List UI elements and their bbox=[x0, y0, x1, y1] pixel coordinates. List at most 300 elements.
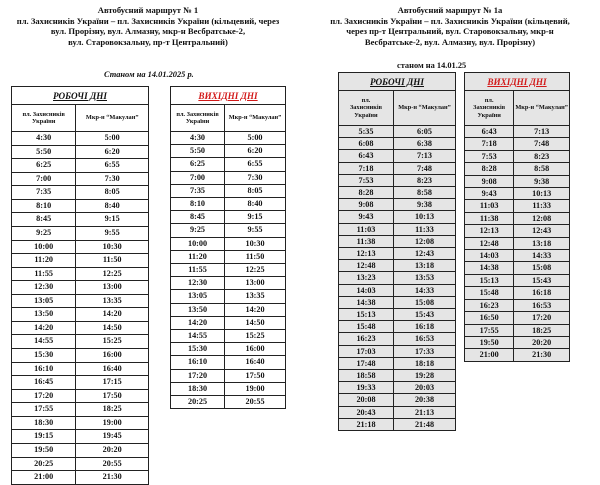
table-row bbox=[465, 150, 570, 162]
table-row bbox=[465, 262, 570, 274]
arrival-time-cell: 14:20 bbox=[76, 308, 149, 322]
table-row bbox=[12, 199, 149, 213]
table-row bbox=[339, 187, 456, 199]
table-row bbox=[339, 174, 456, 186]
table-row bbox=[171, 264, 286, 277]
arrival-time-cell: 9:38 bbox=[514, 175, 570, 187]
departure-time-cell: 6:43 bbox=[339, 150, 394, 162]
table-row bbox=[12, 159, 149, 173]
departure-time-cell: 11:38 bbox=[465, 212, 514, 224]
arrival-time-cell: 18:25 bbox=[514, 324, 570, 336]
table-row bbox=[465, 212, 570, 224]
arrival-time-cell: 15:08 bbox=[514, 262, 570, 274]
departure-time-cell: 13:05 bbox=[12, 294, 76, 308]
column-header-stop bbox=[171, 105, 225, 132]
arrival-time-cell: 12:25 bbox=[225, 264, 286, 277]
arrival-time-cell: 16:40 bbox=[76, 362, 149, 376]
arrival-time-cell: 5:00 bbox=[225, 132, 286, 145]
departure-time-cell: 21:18 bbox=[339, 418, 394, 430]
table-row bbox=[12, 145, 149, 159]
route2-title: Автобусний маршрут № 1а bbox=[397, 5, 503, 15]
arrival-time-cell: 16:00 bbox=[76, 349, 149, 363]
departure-time-cell: 8:10 bbox=[171, 198, 225, 211]
table-row bbox=[171, 343, 286, 356]
departure-time-cell: 15:48 bbox=[339, 321, 394, 333]
departure-time-cell: 8:45 bbox=[12, 213, 76, 227]
arrival-time-cell: 15:08 bbox=[393, 296, 455, 308]
arrival-time-cell: 20:20 bbox=[514, 336, 570, 348]
departure-time-cell: 9:25 bbox=[171, 224, 225, 237]
departure-time-cell: 10:00 bbox=[12, 240, 76, 254]
table-row bbox=[12, 308, 149, 322]
table-row bbox=[339, 357, 456, 369]
table-row bbox=[12, 240, 149, 254]
departure-time-cell: 21:00 bbox=[465, 349, 514, 361]
departure-time-cell: 19:50 bbox=[465, 336, 514, 348]
table-row bbox=[12, 443, 149, 457]
arrival-time-cell: 19:28 bbox=[393, 370, 455, 382]
arrival-time-cell: 15:25 bbox=[225, 330, 286, 343]
departure-time-cell: 12:30 bbox=[171, 277, 225, 290]
arrival-time-cell: 21:30 bbox=[514, 349, 570, 361]
arrival-time-cell: 17:33 bbox=[393, 345, 455, 357]
departure-time-cell: 14:38 bbox=[339, 296, 394, 308]
departure-time-cell: 11:20 bbox=[12, 254, 76, 268]
table-row bbox=[339, 260, 456, 272]
table-row bbox=[12, 254, 149, 268]
table-row bbox=[12, 335, 149, 349]
departure-time-cell: 8:10 bbox=[12, 199, 76, 213]
departure-time-cell: 19:33 bbox=[339, 382, 394, 394]
table-row bbox=[12, 281, 149, 295]
table-row bbox=[465, 200, 570, 212]
departure-time-cell: 12:13 bbox=[339, 248, 394, 260]
departure-time-cell: 9:43 bbox=[465, 188, 514, 200]
table-row bbox=[339, 284, 456, 296]
table-row bbox=[465, 237, 570, 249]
table-row bbox=[339, 345, 456, 357]
arrival-time-cell: 6:38 bbox=[393, 138, 455, 150]
column-header-destination: Мкр-н “Макулан” bbox=[393, 91, 455, 126]
column-header-line: пл. bbox=[484, 97, 494, 105]
arrival-time-cell: 8:40 bbox=[225, 198, 286, 211]
arrival-time-cell: 20:03 bbox=[393, 382, 455, 394]
departure-time-cell: 15:30 bbox=[171, 343, 225, 356]
column-header-line: пл. Захисників bbox=[176, 110, 219, 118]
arrival-time-cell: 14:50 bbox=[76, 321, 149, 335]
table-row bbox=[339, 150, 456, 162]
table-row bbox=[171, 369, 286, 382]
departure-time-cell: 14:55 bbox=[12, 335, 76, 349]
arrival-time-cell: 17:20 bbox=[514, 312, 570, 324]
departure-time-cell: 11:55 bbox=[12, 267, 76, 281]
departure-time-cell: 6:25 bbox=[171, 158, 225, 171]
departure-time-cell: 5:50 bbox=[171, 145, 225, 158]
table-row bbox=[339, 309, 456, 321]
departure-time-cell: 4:30 bbox=[12, 132, 76, 146]
table-row bbox=[465, 312, 570, 324]
table-row bbox=[339, 126, 456, 138]
arrival-time-cell: 21:13 bbox=[393, 406, 455, 418]
arrival-time-cell: 16:18 bbox=[514, 287, 570, 299]
arrival-time-cell: 10:30 bbox=[225, 237, 286, 250]
departure-time-cell: 17:55 bbox=[465, 324, 514, 336]
table-row bbox=[12, 376, 149, 390]
arrival-time-cell: 7:13 bbox=[514, 126, 570, 138]
route1-as-of: Станом на 14.01.2025 р. bbox=[104, 70, 194, 79]
departure-time-cell: 7:35 bbox=[171, 184, 225, 197]
route2-weekend-table bbox=[464, 72, 570, 362]
column-header-line: України bbox=[31, 118, 56, 125]
departure-time-cell: 12:13 bbox=[465, 225, 514, 237]
table-row bbox=[465, 250, 570, 262]
arrival-time-cell: 15:43 bbox=[393, 309, 455, 321]
departure-time-cell: 7:18 bbox=[339, 162, 394, 174]
table-row bbox=[465, 225, 570, 237]
table-row bbox=[12, 132, 149, 146]
arrival-time-cell: 17:15 bbox=[76, 376, 149, 390]
column-header-line: України bbox=[477, 111, 501, 119]
departure-time-cell: 6:25 bbox=[12, 159, 76, 173]
column-header-line: Захисників bbox=[349, 104, 383, 112]
arrival-time-cell: 6:55 bbox=[76, 159, 149, 173]
route1-title: Автобусний маршрут № 1 bbox=[97, 5, 199, 15]
arrival-time-cell: 20:55 bbox=[225, 396, 286, 409]
departure-time-cell: 8:28 bbox=[465, 163, 514, 175]
table-row bbox=[171, 356, 286, 369]
arrival-time-cell: 9:38 bbox=[393, 199, 455, 211]
departure-time-cell: 17:20 bbox=[12, 389, 76, 403]
table-row bbox=[171, 290, 286, 303]
departure-time-cell: 12:48 bbox=[339, 260, 394, 272]
arrival-time-cell: 10:30 bbox=[76, 240, 149, 254]
route2-header-line: Весбратське-2, вул. Алмазну, вул. Прорізну) bbox=[364, 36, 536, 47]
arrival-time-cell: 6:05 bbox=[393, 126, 455, 138]
departure-time-cell: 19:50 bbox=[12, 443, 76, 457]
departure-time-cell: 20:25 bbox=[12, 457, 76, 471]
table-row bbox=[12, 213, 149, 227]
departure-time-cell: 14:03 bbox=[339, 284, 394, 296]
table-row bbox=[12, 457, 149, 471]
arrival-time-cell: 13:00 bbox=[76, 281, 149, 295]
table-row bbox=[465, 188, 570, 200]
departure-time-cell: 8:28 bbox=[339, 187, 394, 199]
arrival-time-cell: 16:18 bbox=[393, 321, 455, 333]
table-row bbox=[465, 126, 570, 138]
arrival-time-cell: 19:45 bbox=[76, 430, 149, 444]
departure-time-cell: 20:25 bbox=[171, 396, 225, 409]
column-header-stop bbox=[339, 91, 394, 126]
arrival-time-cell: 7:48 bbox=[514, 138, 570, 150]
departure-time-cell: 7:00 bbox=[171, 171, 225, 184]
column-header-destination: Мкр-н “Макулан” bbox=[76, 105, 149, 132]
table-title: ВИХІДНІ ДНІ bbox=[171, 87, 286, 105]
departure-time-cell: 20:08 bbox=[339, 394, 394, 406]
arrival-time-cell: 21:30 bbox=[76, 471, 149, 485]
table-row bbox=[339, 296, 456, 308]
departure-time-cell: 16:23 bbox=[339, 333, 394, 345]
arrival-time-cell: 20:20 bbox=[76, 443, 149, 457]
column-header-stop bbox=[465, 91, 514, 126]
table-row bbox=[171, 237, 286, 250]
arrival-time-cell: 6:20 bbox=[225, 145, 286, 158]
table-row bbox=[171, 171, 286, 184]
departure-time-cell: 7:00 bbox=[12, 172, 76, 186]
table-row bbox=[465, 163, 570, 175]
arrival-time-cell: 8:23 bbox=[514, 150, 570, 162]
arrival-time-cell: 16:53 bbox=[393, 333, 455, 345]
departure-time-cell: 14:38 bbox=[465, 262, 514, 274]
table-row bbox=[12, 294, 149, 308]
arrival-time-cell: 21:48 bbox=[393, 418, 455, 430]
arrival-time-cell: 10:13 bbox=[514, 188, 570, 200]
table-row bbox=[171, 250, 286, 263]
departure-time-cell: 6:08 bbox=[339, 138, 394, 150]
table-row bbox=[339, 162, 456, 174]
arrival-time-cell: 20:38 bbox=[393, 394, 455, 406]
departure-time-cell: 13:05 bbox=[171, 290, 225, 303]
column-header-destination: Мкр-н “Макулан” bbox=[225, 105, 286, 132]
arrival-time-cell: 17:50 bbox=[76, 389, 149, 403]
arrival-time-cell: 7:30 bbox=[76, 172, 149, 186]
table-row bbox=[12, 403, 149, 417]
table-row bbox=[171, 224, 286, 237]
arrival-time-cell: 10:13 bbox=[393, 211, 455, 223]
arrival-time-cell: 18:18 bbox=[393, 357, 455, 369]
departure-time-cell: 11:03 bbox=[465, 200, 514, 212]
route2-header-line: пл. Захисників України – пл. Захисників України (кільцевий, bbox=[330, 15, 570, 26]
arrival-time-cell: 14:50 bbox=[225, 316, 286, 329]
column-header-line: України bbox=[185, 118, 210, 125]
arrival-time-cell: 8:23 bbox=[393, 174, 455, 186]
table-row bbox=[339, 418, 456, 430]
departure-time-cell: 7:53 bbox=[465, 150, 514, 162]
departure-time-cell: 18:58 bbox=[339, 370, 394, 382]
arrival-time-cell: 7:30 bbox=[225, 171, 286, 184]
table-row bbox=[171, 145, 286, 158]
arrival-time-cell: 16:53 bbox=[514, 299, 570, 311]
departure-time-cell: 13:50 bbox=[171, 303, 225, 316]
table-row bbox=[339, 321, 456, 333]
arrival-time-cell: 19:00 bbox=[76, 416, 149, 430]
table-row bbox=[465, 287, 570, 299]
route1-header-line: вул. Прорізну, вул. Алмазну, мкр-н Весбратське-2, bbox=[50, 26, 246, 37]
arrival-time-cell: 13:53 bbox=[393, 272, 455, 284]
departure-time-cell: 11:55 bbox=[171, 264, 225, 277]
arrival-time-cell: 11:50 bbox=[76, 254, 149, 268]
departure-time-cell: 15:13 bbox=[339, 309, 394, 321]
arrival-time-cell: 15:43 bbox=[514, 274, 570, 286]
table-row bbox=[339, 199, 456, 211]
table-title: ВИХІДНІ ДНІ bbox=[465, 73, 570, 91]
arrival-time-cell: 13:35 bbox=[76, 294, 149, 308]
arrival-time-cell: 8:58 bbox=[514, 163, 570, 175]
arrival-time-cell: 6:55 bbox=[225, 158, 286, 171]
arrival-time-cell: 12:08 bbox=[393, 235, 455, 247]
departure-time-cell: 12:48 bbox=[465, 237, 514, 249]
arrival-time-cell: 8:40 bbox=[76, 199, 149, 213]
table-row bbox=[12, 471, 149, 485]
arrival-time-cell: 12:43 bbox=[514, 225, 570, 237]
departure-time-cell: 14:20 bbox=[171, 316, 225, 329]
column-header-stop bbox=[12, 105, 76, 132]
departure-time-cell: 13:23 bbox=[339, 272, 394, 284]
table-row bbox=[339, 235, 456, 247]
departure-time-cell: 17:03 bbox=[339, 345, 394, 357]
departure-time-cell: 14:55 bbox=[171, 330, 225, 343]
departure-time-cell: 16:10 bbox=[12, 362, 76, 376]
table-row bbox=[171, 277, 286, 290]
departure-time-cell: 7:35 bbox=[12, 186, 76, 200]
arrival-time-cell: 11:50 bbox=[225, 250, 286, 263]
table-row bbox=[465, 336, 570, 348]
departure-time-cell: 8:45 bbox=[171, 211, 225, 224]
arrival-time-cell: 14:33 bbox=[514, 250, 570, 262]
arrival-time-cell: 19:00 bbox=[225, 382, 286, 395]
route1-weekend-table bbox=[170, 86, 286, 409]
arrival-time-cell: 12:25 bbox=[76, 267, 149, 281]
table-row bbox=[171, 396, 286, 409]
table-row bbox=[171, 303, 286, 316]
departure-time-cell: 21:00 bbox=[12, 471, 76, 485]
route1-weekday-table bbox=[11, 86, 149, 485]
route1-header bbox=[0, 5, 296, 47]
arrival-time-cell: 9:55 bbox=[76, 226, 149, 240]
arrival-time-cell: 16:40 bbox=[225, 356, 286, 369]
table-row bbox=[339, 406, 456, 418]
departure-time-cell: 5:35 bbox=[339, 126, 394, 138]
table-row bbox=[339, 272, 456, 284]
departure-time-cell: 14:20 bbox=[12, 321, 76, 335]
departure-time-cell: 17:55 bbox=[12, 403, 76, 417]
column-header-line: пл. Захисників bbox=[22, 110, 65, 118]
table-row bbox=[339, 138, 456, 150]
route2-weekday-table bbox=[338, 72, 456, 431]
arrival-time-cell: 20:55 bbox=[76, 457, 149, 471]
departure-time-cell: 17:48 bbox=[339, 357, 394, 369]
arrival-time-cell: 13:18 bbox=[393, 260, 455, 272]
table-row bbox=[171, 158, 286, 171]
departure-time-cell: 15:13 bbox=[465, 274, 514, 286]
arrival-time-cell: 12:08 bbox=[514, 212, 570, 224]
departure-time-cell: 11:20 bbox=[171, 250, 225, 263]
departure-time-cell: 16:23 bbox=[465, 299, 514, 311]
departure-time-cell: 18:30 bbox=[171, 382, 225, 395]
departure-time-cell: 13:50 bbox=[12, 308, 76, 322]
table-row bbox=[465, 175, 570, 187]
arrival-time-cell: 13:00 bbox=[225, 277, 286, 290]
route1-header-line: вул. Старовокзальну, пр-т Центральний) bbox=[68, 36, 228, 47]
arrival-time-cell: 11:33 bbox=[393, 223, 455, 235]
table-row bbox=[171, 211, 286, 224]
arrival-time-cell: 13:35 bbox=[225, 290, 286, 303]
arrival-time-cell: 13:18 bbox=[514, 237, 570, 249]
table-row bbox=[171, 184, 286, 197]
column-header-destination: Мкр-н “Макулан” bbox=[514, 91, 570, 126]
departure-time-cell: 16:10 bbox=[171, 356, 225, 369]
table-row bbox=[12, 389, 149, 403]
departure-time-cell: 11:38 bbox=[339, 235, 394, 247]
table-title: РОБОЧІ ДНІ bbox=[339, 73, 456, 91]
table-title: РОБОЧІ ДНІ bbox=[12, 87, 149, 105]
table-row bbox=[465, 299, 570, 311]
table-row bbox=[339, 211, 456, 223]
table-row bbox=[12, 416, 149, 430]
departure-time-cell: 16:50 bbox=[465, 312, 514, 324]
table-row bbox=[339, 382, 456, 394]
arrival-time-cell: 14:33 bbox=[393, 284, 455, 296]
column-header-line: пл. bbox=[361, 97, 371, 105]
arrival-time-cell: 6:20 bbox=[76, 145, 149, 159]
arrival-time-cell: 12:43 bbox=[393, 248, 455, 260]
departure-time-cell: 10:00 bbox=[171, 237, 225, 250]
arrival-time-cell: 8:05 bbox=[76, 186, 149, 200]
departure-time-cell: 6:43 bbox=[465, 126, 514, 138]
table-row bbox=[339, 248, 456, 260]
table-row bbox=[12, 186, 149, 200]
table-row bbox=[171, 316, 286, 329]
departure-time-cell: 9:08 bbox=[465, 175, 514, 187]
table-row bbox=[12, 349, 149, 363]
departure-time-cell: 5:50 bbox=[12, 145, 76, 159]
departure-time-cell: 7:18 bbox=[465, 138, 514, 150]
departure-time-cell: 4:30 bbox=[171, 132, 225, 145]
departure-time-cell: 12:30 bbox=[12, 281, 76, 295]
table-row bbox=[465, 349, 570, 361]
table-row bbox=[339, 333, 456, 345]
table-row bbox=[339, 370, 456, 382]
table-row bbox=[339, 394, 456, 406]
departure-time-cell: 16:45 bbox=[12, 376, 76, 390]
table-row bbox=[12, 430, 149, 444]
column-header-line: Захисників bbox=[473, 104, 506, 112]
arrival-time-cell: 7:48 bbox=[393, 162, 455, 174]
departure-time-cell: 15:48 bbox=[465, 287, 514, 299]
table-row bbox=[12, 172, 149, 186]
table-row bbox=[12, 226, 149, 240]
arrival-time-cell: 16:00 bbox=[225, 343, 286, 356]
table-row bbox=[12, 362, 149, 376]
route2-header bbox=[300, 5, 600, 47]
arrival-time-cell: 9:15 bbox=[76, 213, 149, 227]
departure-time-cell: 15:30 bbox=[12, 349, 76, 363]
table-row bbox=[465, 274, 570, 286]
arrival-time-cell: 8:58 bbox=[393, 187, 455, 199]
table-row bbox=[465, 138, 570, 150]
arrival-time-cell: 9:15 bbox=[225, 211, 286, 224]
departure-time-cell: 9:25 bbox=[12, 226, 76, 240]
route2-header-line: через пр-т Центральний, вул. Старовокзальну, мкр-н bbox=[346, 26, 554, 37]
table-row bbox=[171, 198, 286, 211]
departure-time-cell: 9:08 bbox=[339, 199, 394, 211]
table-row bbox=[12, 321, 149, 335]
column-header-line: України bbox=[354, 111, 378, 119]
departure-time-cell: 7:53 bbox=[339, 174, 394, 186]
arrival-time-cell: 5:00 bbox=[76, 132, 149, 146]
table-row bbox=[339, 223, 456, 235]
route2-as-of: станом на 14.01.25 bbox=[397, 61, 467, 70]
departure-time-cell: 9:43 bbox=[339, 211, 394, 223]
table-row bbox=[465, 324, 570, 336]
arrival-time-cell: 9:55 bbox=[225, 224, 286, 237]
departure-time-cell: 20:43 bbox=[339, 406, 394, 418]
arrival-time-cell: 15:25 bbox=[76, 335, 149, 349]
departure-time-cell: 19:15 bbox=[12, 430, 76, 444]
arrival-time-cell: 8:05 bbox=[225, 184, 286, 197]
arrival-time-cell: 7:13 bbox=[393, 150, 455, 162]
departure-time-cell: 14:03 bbox=[465, 250, 514, 262]
departure-time-cell: 18:30 bbox=[12, 416, 76, 430]
